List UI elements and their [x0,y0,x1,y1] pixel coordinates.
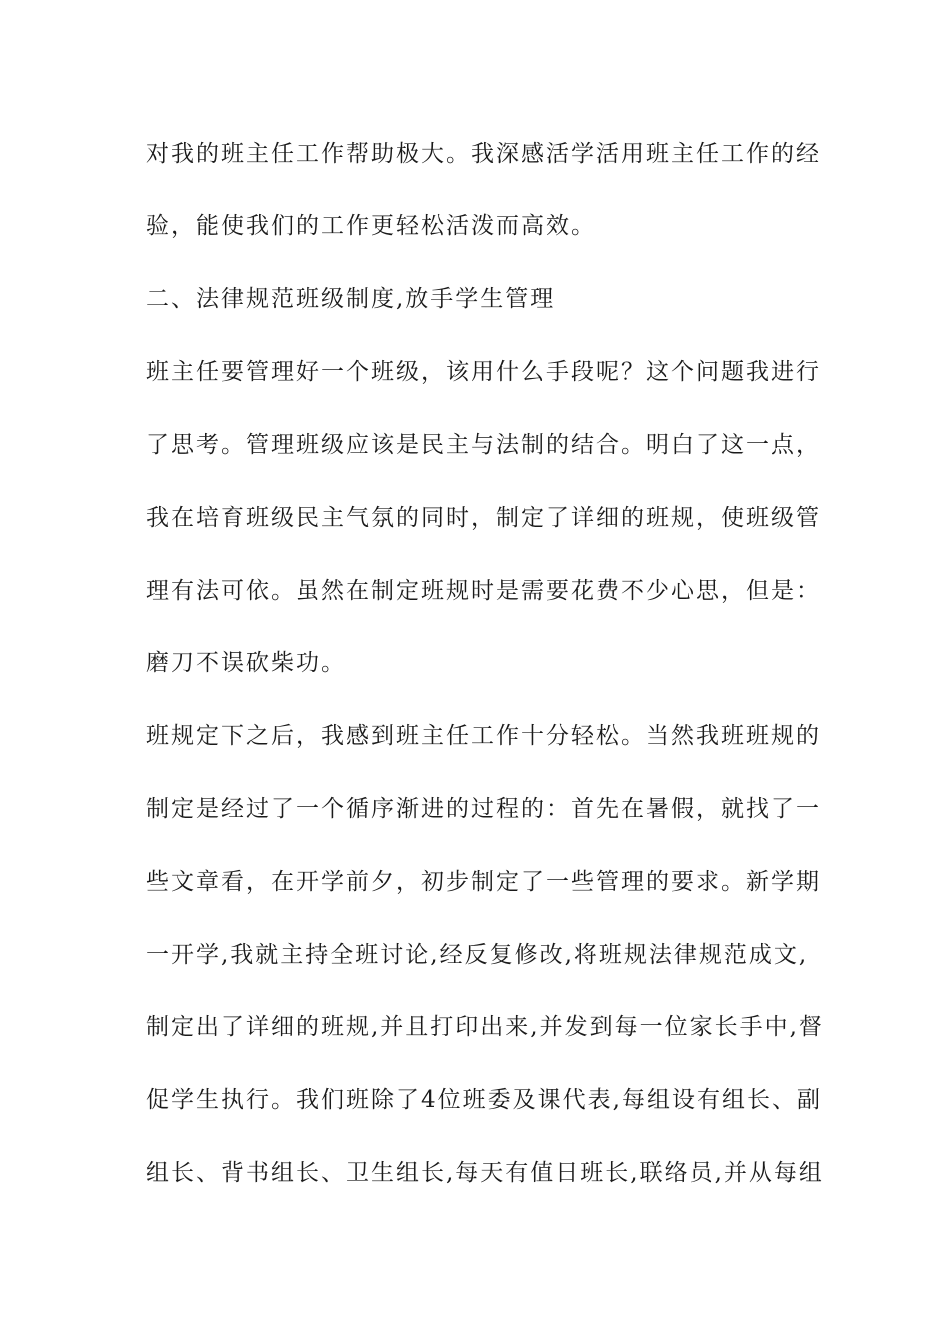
paragraph-line: 班主任要管理好一个班级，该用什么手段呢？这个问题我进行 [146,359,821,385]
paragraph-line: 促学生执行。我们班除了4位班委及课代表,每组设有组长、副 [146,1087,822,1113]
paragraph-line: 验，能使我们的工作更轻松活泼而高效。 [146,213,596,239]
paragraph-line: 理有法可依。虽然在制定班规时是需要花费不少心思，但是： [146,578,821,604]
paragraph-line: 一开学,我就主持全班讨论,经反复修改,将班规法律规范成文, [146,942,809,968]
paragraph-line: 组长、背书组长、卫生组长,每天有值日班长,联络员,并从每组 [146,1160,824,1186]
paragraph-line: 对我的班主任工作帮助极大。我深感活学活用班主任工作的经 [146,141,821,167]
paragraph-line: 我在培育班级民主气氛的同时，制定了详细的班规，使班级管 [146,505,821,531]
paragraph-line: 磨刀不误砍柴功。 [146,650,346,676]
paragraph-line: 了思考。管理班级应该是民主与法制的结合。明白了这一点， [146,432,821,458]
section-heading: 二、法律规范班级制度,放手学生管理 [146,286,556,312]
paragraph-line: 些文章看，在开学前夕，初步制定了一些管理的要求。新学期 [146,869,821,895]
paragraph-line: 班规定下之后，我感到班主任工作十分轻松。当然我班班规的 [146,723,821,749]
paragraph-line: 制定是经过了一个循序渐进的过程的：首先在暑假，就找了一 [146,796,821,822]
paragraph-line: 制定出了详细的班规,并且打印出来,并发到每一位家长手中,督 [146,1014,824,1040]
